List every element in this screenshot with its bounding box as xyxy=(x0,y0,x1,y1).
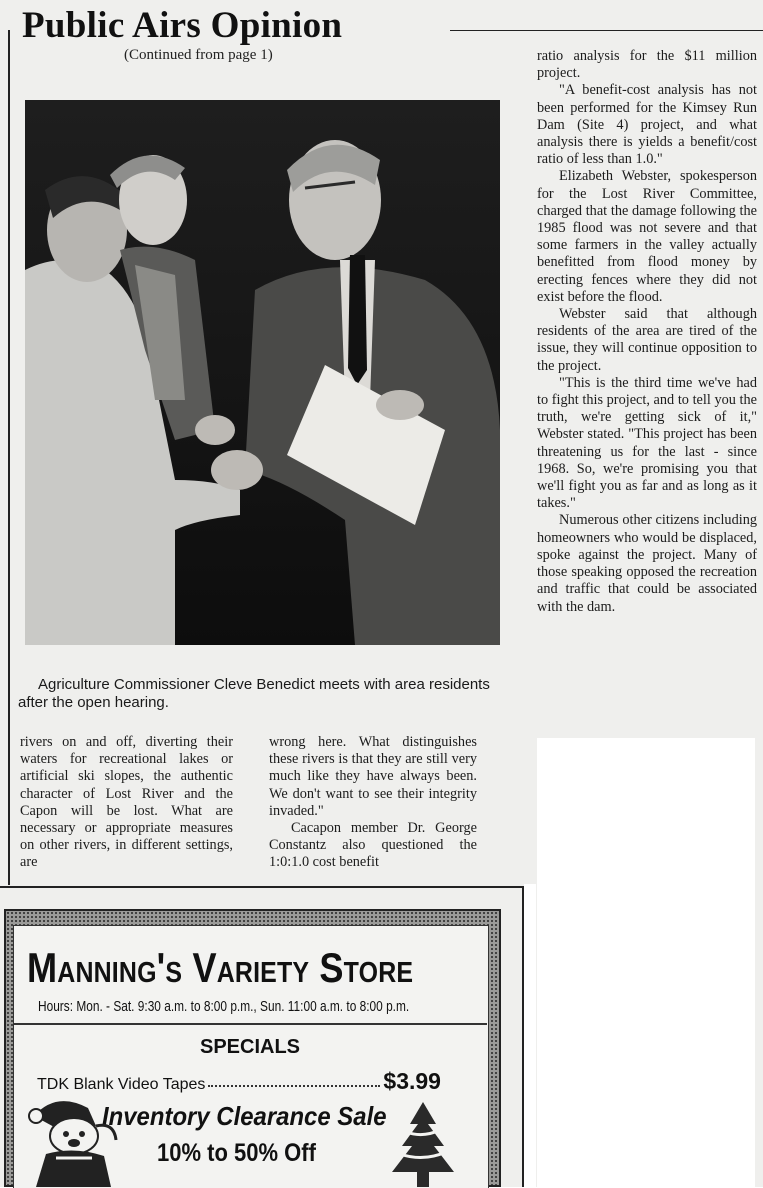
special-item-label: TDK Blank Video Tapes xyxy=(37,1076,206,1093)
specials-heading: SPECIALS xyxy=(199,1036,301,1058)
discount-text: 10% to 50% Off xyxy=(157,1139,316,1167)
special-item xyxy=(37,1068,457,1095)
paragraph: Numerous other citizens including homeowners who would be displaced, spoke against the project. Many of those speaking opposed the recreation and traffic that could be associated with the dam. xyxy=(537,512,757,615)
headline: Public Airs Opinion xyxy=(22,5,343,46)
continued-note: (Continued from page 1) xyxy=(124,47,273,63)
paragraph: "This is the third time we've had to fight this project, and to tell you the truth, we're getting sick of it," Webster stated. "This project has been threatening us for the last - since 1968. So, we're promising you that we'll fight you as far and as long as it takes." xyxy=(537,374,757,512)
santa-mouse-icon xyxy=(26,1096,121,1187)
paragraph: wrong here. What distinguishes these rivers is that they are still very much like they have always been. We don't want to see their integrity invaded." xyxy=(269,734,477,819)
store-hours: Hours: Mon. - Sat. 9:30 a.m. to 8:00 p.m., Sun. 11:00 a.m. to 8:00 p.m. xyxy=(38,999,410,1015)
ad-divider xyxy=(13,1023,487,1025)
article-column-2 xyxy=(269,734,477,872)
column-rule-left xyxy=(8,30,10,885)
article-column-3 xyxy=(537,48,757,616)
sale-heading: Inventory Clearance Sale xyxy=(102,1101,387,1131)
article-column-1 xyxy=(20,734,233,872)
christmas-tree-icon xyxy=(388,1102,458,1187)
news-photo xyxy=(25,100,500,645)
paragraph: "A benefit-cost analysis has not been performed for the Kimsey Run Dam (Site 4) project, and what analysis there is yields a benefit/cost ratio of less than 1.0." xyxy=(537,82,757,168)
photo-caption: Agriculture Commissioner Cleve Benedict meets with area residents after the open hearing. xyxy=(18,676,490,711)
store-name: Manning's Variety Store xyxy=(27,944,414,991)
paragraph: rivers on and off, diverting their waters for recreational lakes or artificial ski slopes, the authentic character of Lost River and the Capon will be lost. What are necessary or appropriate measures on other rivers, in different settings, are xyxy=(20,734,233,871)
blank-area xyxy=(537,738,755,1187)
paragraph: ratio analysis for the $11 million project. xyxy=(537,48,757,82)
handshake-photo-illustration xyxy=(25,100,500,645)
headline-rule xyxy=(450,30,763,31)
paragraph: Elizabeth Webster, spokesperson for the Lost River Committee, charged that the damage following the 1985 flood was not severe and that some farmers in the valley actually benefitted from flood money by erecting fences where they did not exist before the flood. xyxy=(537,168,757,305)
dot-leader xyxy=(208,1085,380,1087)
paragraph: Webster said that although residents of the area are tired of the issue, they will continue opposition to the project. xyxy=(537,306,757,374)
special-item-price: $3.99 xyxy=(383,1068,441,1094)
blank-area xyxy=(524,884,536,1187)
paragraph: Cacapon member Dr. George Constantz also questioned the 1:0:1.0 cost benefit xyxy=(269,820,477,871)
